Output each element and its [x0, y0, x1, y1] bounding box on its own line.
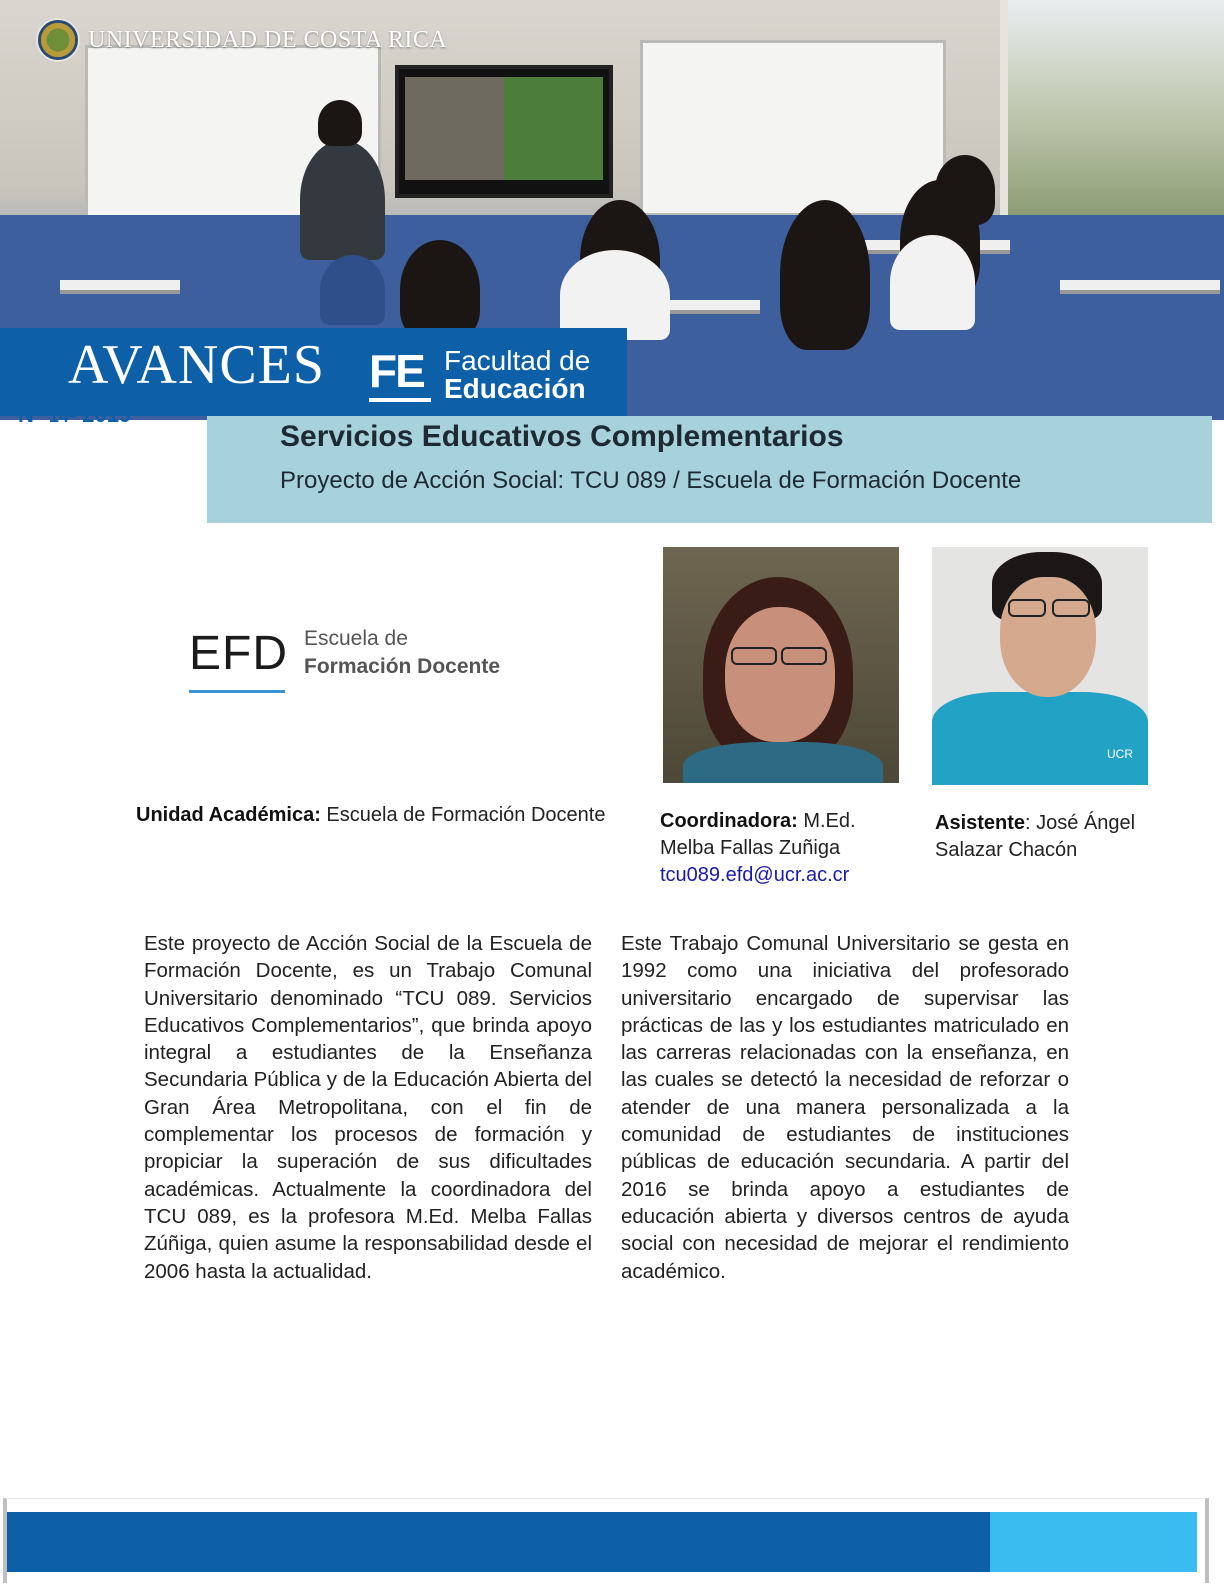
footer-accent — [990, 1512, 1197, 1572]
article-subtitle: Proyecto de Acción Social: TCU 089 / Escuela de Formación Docente — [280, 467, 1022, 494]
article-title: Servicios Educativos Complementarios — [280, 420, 844, 453]
assistant-name: : José Ángel Salazar Chacón — [935, 812, 1136, 861]
efd-logo-underline — [189, 690, 285, 693]
presenter-figure — [300, 140, 385, 260]
issue-year: - 2019 — [68, 402, 132, 427]
academic-unit-caption — [136, 802, 606, 829]
coordinator-label: Coordinadora: — [660, 810, 798, 832]
body-column-right: Este Trabajo Comunal Universitario se gesta en 1992 como una iniciativa del profesorado universitario encargado de supervisar las prácticas de las y los estudiantes matriculado en las carreras relacionadas con la enseñanza, en las cuales se detectó la necesidad de reforzar o atender de una manera personalizada a la comunidad de estudiantes de instituciones públicas de educación secundaria. A partir del 2016 se brinda apoyo a estudiantes de educación abierta y diversos centros de ayuda social con necesidad de mejorar el rendimiento académico. — [621, 932, 1069, 1283]
desk — [60, 280, 180, 294]
classroom-window — [1000, 0, 1224, 250]
assistant-caption — [935, 810, 1185, 864]
student-figure — [890, 235, 975, 330]
efd-logo-acronym: EFD — [189, 627, 288, 680]
body-column-left: Este proyecto de Acción Social de la Escuela de Formación Docente, es un Trabajo Comunal Universitario denominado “TCU 089. Servicios Educativos Complementarios”, que brinda apoyo integral a estudiantes de la Enseñanza Secundaria Pública y de la Educación Abierta del Gran Área Metropolitana, con el fin de complementar los procesos de formación y propiciar la superación de sus dificultades académicas. Actualmente la coordinadora del TCU 089, es la profesora M.Ed. Melba Fallas Zúñiga, quien asume la responsabilidad desde el 2006 hasta la actualidad. — [144, 932, 592, 1283]
university-seal-icon — [36, 18, 80, 62]
presenter-head — [318, 100, 362, 146]
issue-label — [18, 402, 131, 428]
classroom-screen — [395, 65, 613, 198]
desk — [1060, 280, 1220, 294]
university-logo — [36, 18, 447, 62]
coordinator-caption — [660, 808, 905, 889]
coordinator-photo — [663, 547, 899, 783]
faculty-name-line2: Educación — [444, 373, 586, 404]
presenter-legs — [320, 255, 385, 325]
academic-unit-value: Escuela de Formación Docente — [320, 804, 606, 826]
student-figure — [400, 240, 480, 340]
student-figure — [935, 155, 995, 225]
assistant-label: Asistente — [935, 812, 1026, 834]
faculty-logo-underline — [369, 398, 431, 402]
academic-unit-label: Unidad Académica: — [136, 804, 321, 826]
coordinator-name: M.Ed. Melba Fallas Zuñiga — [660, 810, 856, 859]
footer-bar — [7, 1512, 990, 1572]
efd-logo-line1: Escuela de — [304, 627, 408, 650]
faculty-name-line1: Facultad de — [444, 345, 591, 376]
shirt-logo: UCR — [1107, 747, 1133, 761]
issue-number: 14 — [48, 406, 69, 426]
student-figure — [780, 200, 870, 350]
efd-logo-line2: Formación Docente — [304, 655, 501, 678]
student-figure — [560, 250, 670, 340]
whiteboard-right — [640, 40, 946, 216]
assistant-photo — [932, 547, 1148, 785]
faculty-logo-mark: FE — [369, 345, 424, 397]
issue-prefix: N° — [18, 402, 49, 427]
publication-title: AVANCES — [68, 334, 326, 396]
coordinator-email-link[interactable]: tcu089.efd@ucr.ac.cr — [660, 864, 850, 886]
university-name: UNIVERSIDAD DE COSTA RICA — [88, 26, 448, 53]
